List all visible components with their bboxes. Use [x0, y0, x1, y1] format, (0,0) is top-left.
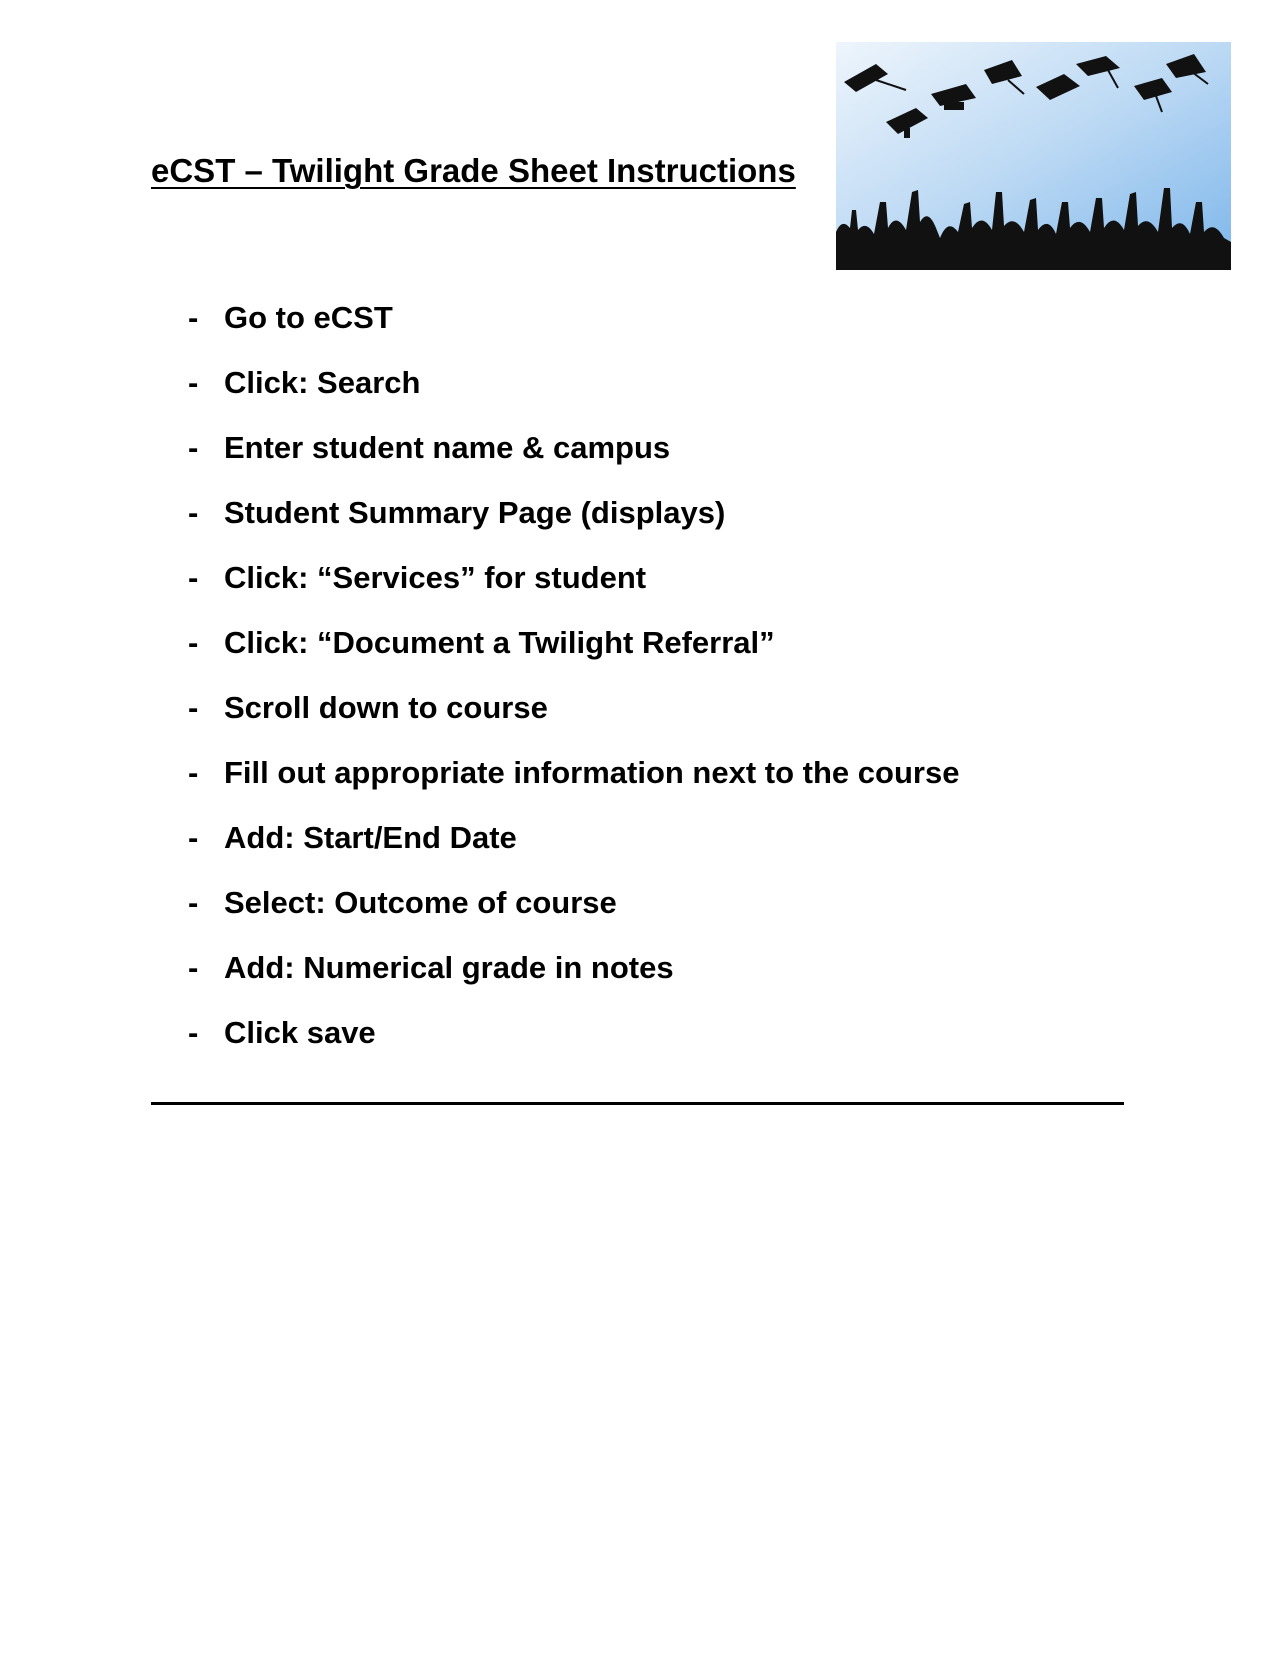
bullet-dash: -: [188, 950, 199, 985]
step-text: Click: “Services” for student: [224, 560, 647, 595]
step-text: Add: Start/End Date: [224, 820, 517, 855]
bullet-dash: -: [188, 300, 199, 335]
bullet-dash: -: [188, 365, 199, 400]
step-text: Fill out appropriate information next to the course: [224, 755, 960, 790]
graduation-caps-icon: [836, 42, 1231, 270]
bullet-dash: -: [188, 820, 199, 855]
horizontal-divider: [151, 1102, 1124, 1105]
step-text: Select: Outcome of course: [224, 885, 617, 920]
page-title: eCST – Twilight Grade Sheet Instructions: [151, 152, 796, 189]
bullet-dash: -: [188, 1015, 199, 1050]
step-text: Add: Numerical grade in notes: [224, 950, 674, 985]
step-text: Go to eCST: [224, 300, 393, 335]
step-text: Student Summary Page (displays): [224, 495, 726, 530]
step-text: Click: “Document a Twilight Referral”: [224, 625, 775, 660]
bullet-dash: -: [188, 690, 199, 725]
bullet-dash: -: [188, 885, 199, 920]
step-text: Click save: [224, 1015, 376, 1050]
bullet-dash: -: [188, 495, 199, 530]
bullet-dash: -: [188, 560, 199, 595]
bullet-dash: -: [188, 625, 199, 660]
step-text: Click: Search: [224, 365, 421, 400]
step-text: Enter student name & campus: [224, 430, 671, 465]
bullet-dash: -: [188, 430, 199, 465]
step-text: Scroll down to course: [224, 690, 548, 725]
bullet-dash: -: [188, 755, 199, 790]
